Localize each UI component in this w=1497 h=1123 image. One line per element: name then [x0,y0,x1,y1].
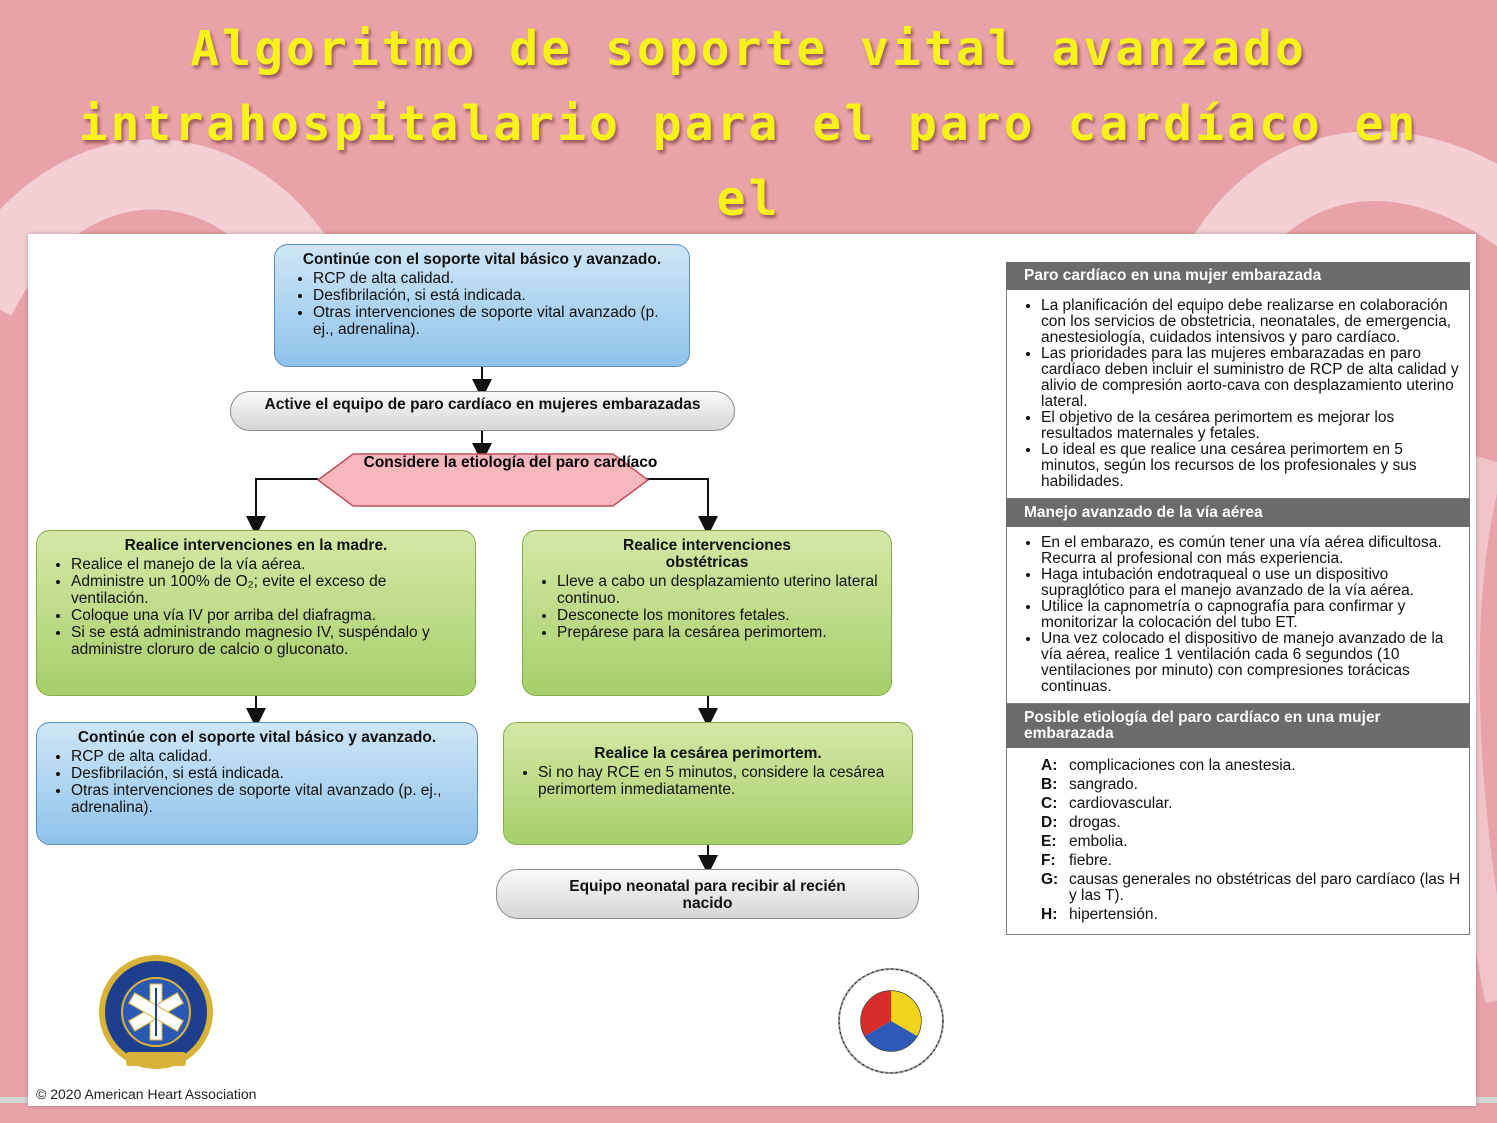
list-item: • Prepárese para la cesárea perimortem. [557,624,879,641]
continue-list [49,748,465,816]
list-item: • Si se está administrando magnesio IV, suspéndalo y administre cloruro de calcio o gluconato. [71,624,463,658]
list-item: • Desfibrilación, si está indicada. [313,287,677,304]
etiology-value: drogas. [1069,814,1121,831]
title-line-1: Algoritmo de soporte vital avanzado [190,21,1307,77]
etiology-key: G: [1041,871,1059,888]
list-item: • Una vez colocado el dispositivo de manejo avanzado de la vía aérea, realice 1 ventilación cada 6 segundos (10 ventilaciones por minuto) con compresiones torácicas continuas. [1041,631,1463,695]
list-item: • Las prioridades para las mujeres embarazadas en paro cardíaco deben incluir el suministro de RCP de alta calidad y alivio de compresión aorto-cava con desplazamiento uterino lateral. [1041,346,1463,410]
mother-heading: Realice intervenciones en la madre. [124,537,388,554]
etiology-key: E: [1041,833,1057,850]
info-sidebar [1006,262,1470,935]
etiology-key: F: [1041,852,1056,869]
start-box [274,244,690,367]
title-line-2: intrahospitalario para el paro cardíaco en el [78,96,1419,227]
list-item: • Si no hay RCE en 5 minutos, considere la cesárea perimortem inmediatamente. [538,764,900,798]
etiology-value: causas generales no obstétricas del paro cardíaco (las H y las T). [1069,871,1461,904]
continue-support-box [36,722,478,845]
sidebar-section-etiology [1006,748,1470,935]
cesarean-list [516,764,900,798]
sidebar-heading-airway: Manejo avanzado de la vía aérea [1006,499,1470,527]
sidebar-heading-etiology: Posible etiología del paro cardíaco en una mujer embarazada [1006,704,1470,748]
neonatal-team-box [496,869,919,919]
copyright-text: © 2020 American Heart Association [36,1086,257,1102]
obstetric-interventions-box [522,530,892,696]
cesarean-heading: Realice la cesárea perimortem. [594,745,822,762]
list-item [1041,758,1463,774]
list-item: • Lleve a cabo un desplazamiento uterino lateral continuo. [557,573,879,607]
list-item: • La planificación del equipo debe realizarse en colaboración con los servicios de obstetricia, neonatales, de emergencia, anestesiología, cuidados intensivos y paro cardíaco. [1041,298,1463,346]
neonatal-team-label: Equipo neonatal para recibir al recién nacido [569,878,846,912]
etiology-value: complicaciones con la anestesia. [1069,757,1296,774]
list-item [1041,872,1463,904]
start-list [287,270,677,338]
continue-heading: Continúe con el soporte vital básico y avanzado. [77,729,437,746]
list-item: • Desfibrilación, si está indicada. [71,765,465,782]
list-item: • Utilice la capnometría o capnografía para confirmar y monitorizar la colocación del tubo ET. [1041,599,1463,631]
list-item: • Coloque una vía IV por arriba del diafragma. [71,607,463,624]
activate-team-label: Active el equipo de paro cardíaco en mujeres embarazadas [264,396,701,413]
list-item: • RCP de alta calidad. [71,748,465,765]
list-item: • Haga intubación endotraqueal o use un dispositivo supraglótico para el manejo avanzado de la vía aérea. [1041,567,1463,599]
list-item: • RCP de alta calidad. [313,270,677,287]
list-item [1041,907,1463,923]
obstetric-list [535,573,879,641]
consider-label: Considere la etiología del paro cardíaco [363,454,658,471]
etiology-key: A: [1041,757,1058,774]
bomberos-logo [836,966,946,1076]
sidebar-section-pregnant-arrest [1006,290,1470,499]
cesarean-box [503,722,913,845]
list-item [1041,834,1463,850]
etiology-value: sangrado. [1069,776,1138,793]
list-item: • El objetivo de la cesárea perimortem es mejorar los resultados maternales y fetales. [1041,410,1463,442]
arrow-consider-to-obstetric [646,479,708,526]
mother-list [49,556,463,658]
list-item [1041,796,1463,812]
etiology-value: hipertensión. [1069,906,1158,923]
list-item [1041,853,1463,869]
obstetric-heading: Realice intervenciones obstétricas [623,537,791,571]
list-item: • Otras intervenciones de soporte vital avanzado (p. ej., adrenalina). [313,304,677,338]
etiology-key: D: [1041,814,1058,831]
healthwebce-logo [96,954,216,1074]
list-item: • Desconecte los monitores fetales. [557,607,879,624]
list-item: • Otras intervenciones de soporte vital avanzado (p. ej., adrenalina). [71,782,465,816]
algorithm-panel [28,234,1476,1106]
etiology-key: H: [1041,906,1058,923]
etiology-value: cardiovascular. [1069,795,1173,812]
arrow-consider-to-mother [256,479,318,526]
list-item: • Administre un 100% de O₂; evite el exceso de ventilación. [71,573,463,607]
etiology-value: fiebre. [1069,852,1113,869]
list-item: • En el embarazo, es común tener una vía aérea dificultosa. Recurra al profesional con más experiencia. [1041,535,1463,567]
list-item [1041,777,1463,793]
etiology-key: B: [1041,776,1058,793]
list-item: • Realice el manejo de la vía aérea. [71,556,463,573]
etiology-key: C: [1041,795,1058,812]
list-item [1041,815,1463,831]
start-heading: Continúe con el soporte vital básico y avanzado. [302,251,662,268]
etiology-value: embolia. [1069,833,1128,850]
list-item: • Lo ideal es que realice una cesárea perimortem en 5 minutos, según los recursos de los profesionales y sus habilidades. [1041,442,1463,490]
activate-team-box [230,391,735,431]
mother-interventions-box [36,530,476,696]
sidebar-section-airway [1006,527,1470,704]
sidebar-heading-pregnant-arrest: Paro cardíaco en una mujer embarazada [1006,262,1470,290]
